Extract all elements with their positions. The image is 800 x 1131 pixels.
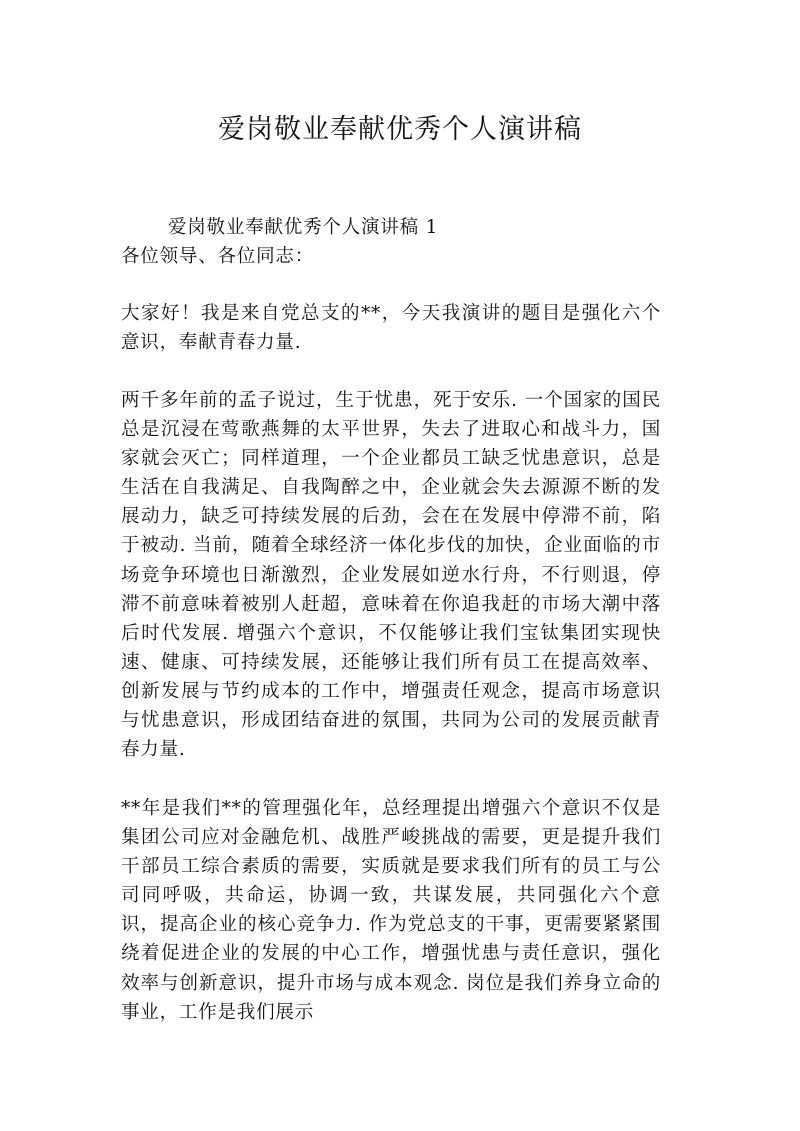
paragraph-mencius: 两千多年前的孟子说过，生于忧患，死于安乐. 一个国家的国民总是沉浸在莺歌燕舞的太平世界，失去了进取心和战斗力，国家就会灭亡；同样道理，一个企业都员工缺乏忧患意识，总是生活在自我满足、自我陶醉之中，企业就会失去源源不断的发展动力，缺乏可持续发展的后劲，会在在发展中停滞不前，陷于被动. 当前，随着全球经济一体化步伐的加快，企业面临的市场竞争环境也日渐激烈，企业发展如逆水行舟，不行则退，停滞不前意味着被别人赶超，意味着在你追我赶的市场大潮中落后时代发展. 增强六个意识，不仅能够让我们宝钛集团实现快速、健康、可持续发展，还能够让我们所有员工在提高效率、创新发展与节约成本的工作中，增强责任观念，提高市场意识与忧患意识，形成团结奋进的氛围，共同为公司的发展贡献青春力量. — [121, 390, 661, 761]
paragraph-management-year: **年是我们**的管理强化年，总经理提出增强六个意识不仅是集团公司应对金融危机、战胜严峻挑战的需要，更是提升我们干部员工综合素质的需要，实质就是要求我们所有的员工与公司同呼吸，共命运，协调一致，共谋发展，共同强化六个意识，提高企业的核心竞争力. 作为党总支的干事，更需要紧紧围绕着促进企业的发展的中心工作，增强忧患与责任意识，强化效率与创新意识，提升市场与成本观念. 岗位是我们养身立命的事业，工作是我们展示 — [121, 798, 661, 1023]
paragraph-greeting: 大家好！我是来自党总支的**，今天我演讲的题目是强化六个意识，奉献青春力量. — [121, 303, 661, 354]
document-title: 爱岗敬业奉献优秀个人演讲稿 — [218, 114, 582, 145]
speech-sub-heading: 爱岗敬业奉献优秀个人演讲稿 1 — [168, 217, 439, 238]
salutation: 各位领导、各位同志： — [121, 246, 315, 267]
